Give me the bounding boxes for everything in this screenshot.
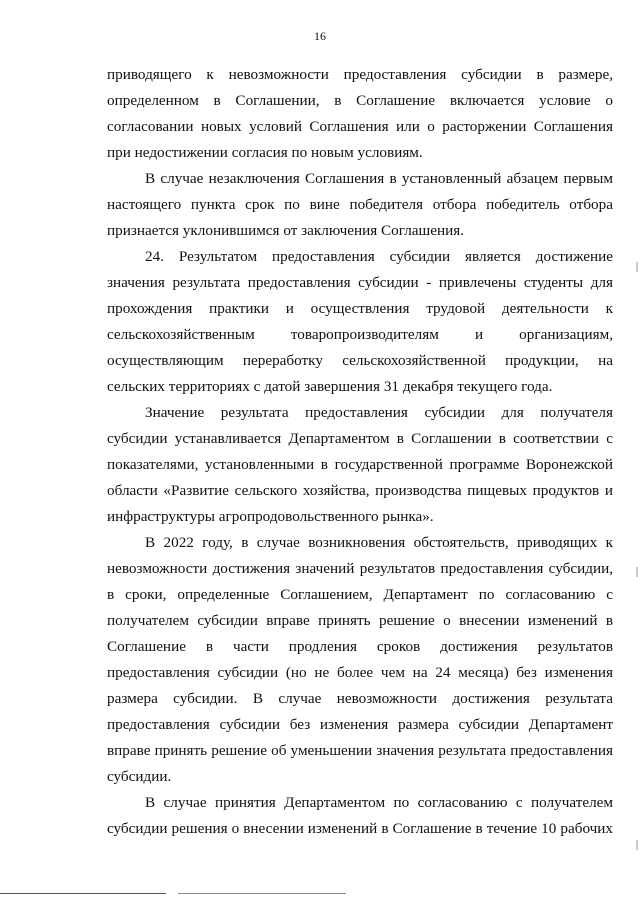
text-line: при недостижении согласия по новым условиям. [107,144,423,161]
text-line: субсидии устанавливается Департаментом в Соглашении в соответствии с [107,430,613,447]
scan-margin-mark [636,840,638,850]
text-line: в сроки, определенные Соглашением, Департамент по согласованию с [107,586,613,603]
text-line: субсидии. [107,768,172,785]
text-line: субсидии решения о внесении изменений в Соглашение в течение 10 рабочих [107,820,613,837]
scan-margin-mark [636,567,638,577]
text-line: признается уклонившимся от заключения Соглашения. [107,222,465,239]
paragraph-first-line: В случае принятия Департаментом по согласованию с получателем [145,794,613,811]
text-line: вправе принять решение об уменьшении значения результата предоставления [107,742,613,759]
body-text [107,62,613,842]
scan-margin-mark [636,262,638,272]
text-line: согласовании новых условий Соглашения или о расторжении Соглашения [107,118,613,135]
text-line: показателями, установленными в государственной программе Воронежской [107,456,613,473]
text-line: предоставления субсидии без изменения размера субсидии Департамент [107,716,613,733]
text-line: сельских территориях с датой завершения 31 декабря текущего года. [107,378,553,395]
text-line: области «Развитие сельского хозяйства, производства пищевых продуктов и [107,482,613,499]
text-line: получателем субсидии вправе принять решение о внесении изменений в [107,612,613,629]
footer-rule [178,893,346,894]
text-line: приводящего к невозможности предоставления субсидии в размере, [107,66,613,83]
text-line: осуществляющим переработку сельскохозяйственной продукции, на [107,352,613,369]
text-line: Соглашение в части продления сроков достижения результатов [107,638,613,655]
footer-rule [0,893,166,894]
text-line: предоставления субсидии (но не более чем на 24 месяца) без изменения [107,664,613,681]
paragraph-first-line: В 2022 году, в случае возникновения обстоятельств, приводящих к [145,534,613,551]
paragraph-first-line: 24. Результатом предоставления субсидии является достижение [145,248,613,265]
paragraph-first-line: Значение результата предоставления субсидии для получателя [145,404,613,421]
text-line: инфраструктуры агропродовольственного рынка». [107,508,434,525]
text-line: определенном в Соглашении, в Соглашение включается условие о [107,92,613,109]
text-line: настоящего пункта срок по вине победителя отбора победитель отбора [107,196,613,213]
text-line: сельскохозяйственным товаропроизводителям и организациям, [107,326,613,343]
paragraph-first-line: В случае незаключения Соглашения в установленный абзацем первым [145,170,613,187]
text-line: размера субсидии. В случае невозможности достижения результата [107,690,613,707]
page-number: 16 [314,29,326,43]
text-line: значения результата предоставления субсидии - привлечены студенты для [107,274,613,291]
text-line: невозможности достижения значений результатов предоставления субсидии, [107,560,613,577]
text-line: прохождения практики и осуществления трудовой деятельности к [107,300,613,317]
